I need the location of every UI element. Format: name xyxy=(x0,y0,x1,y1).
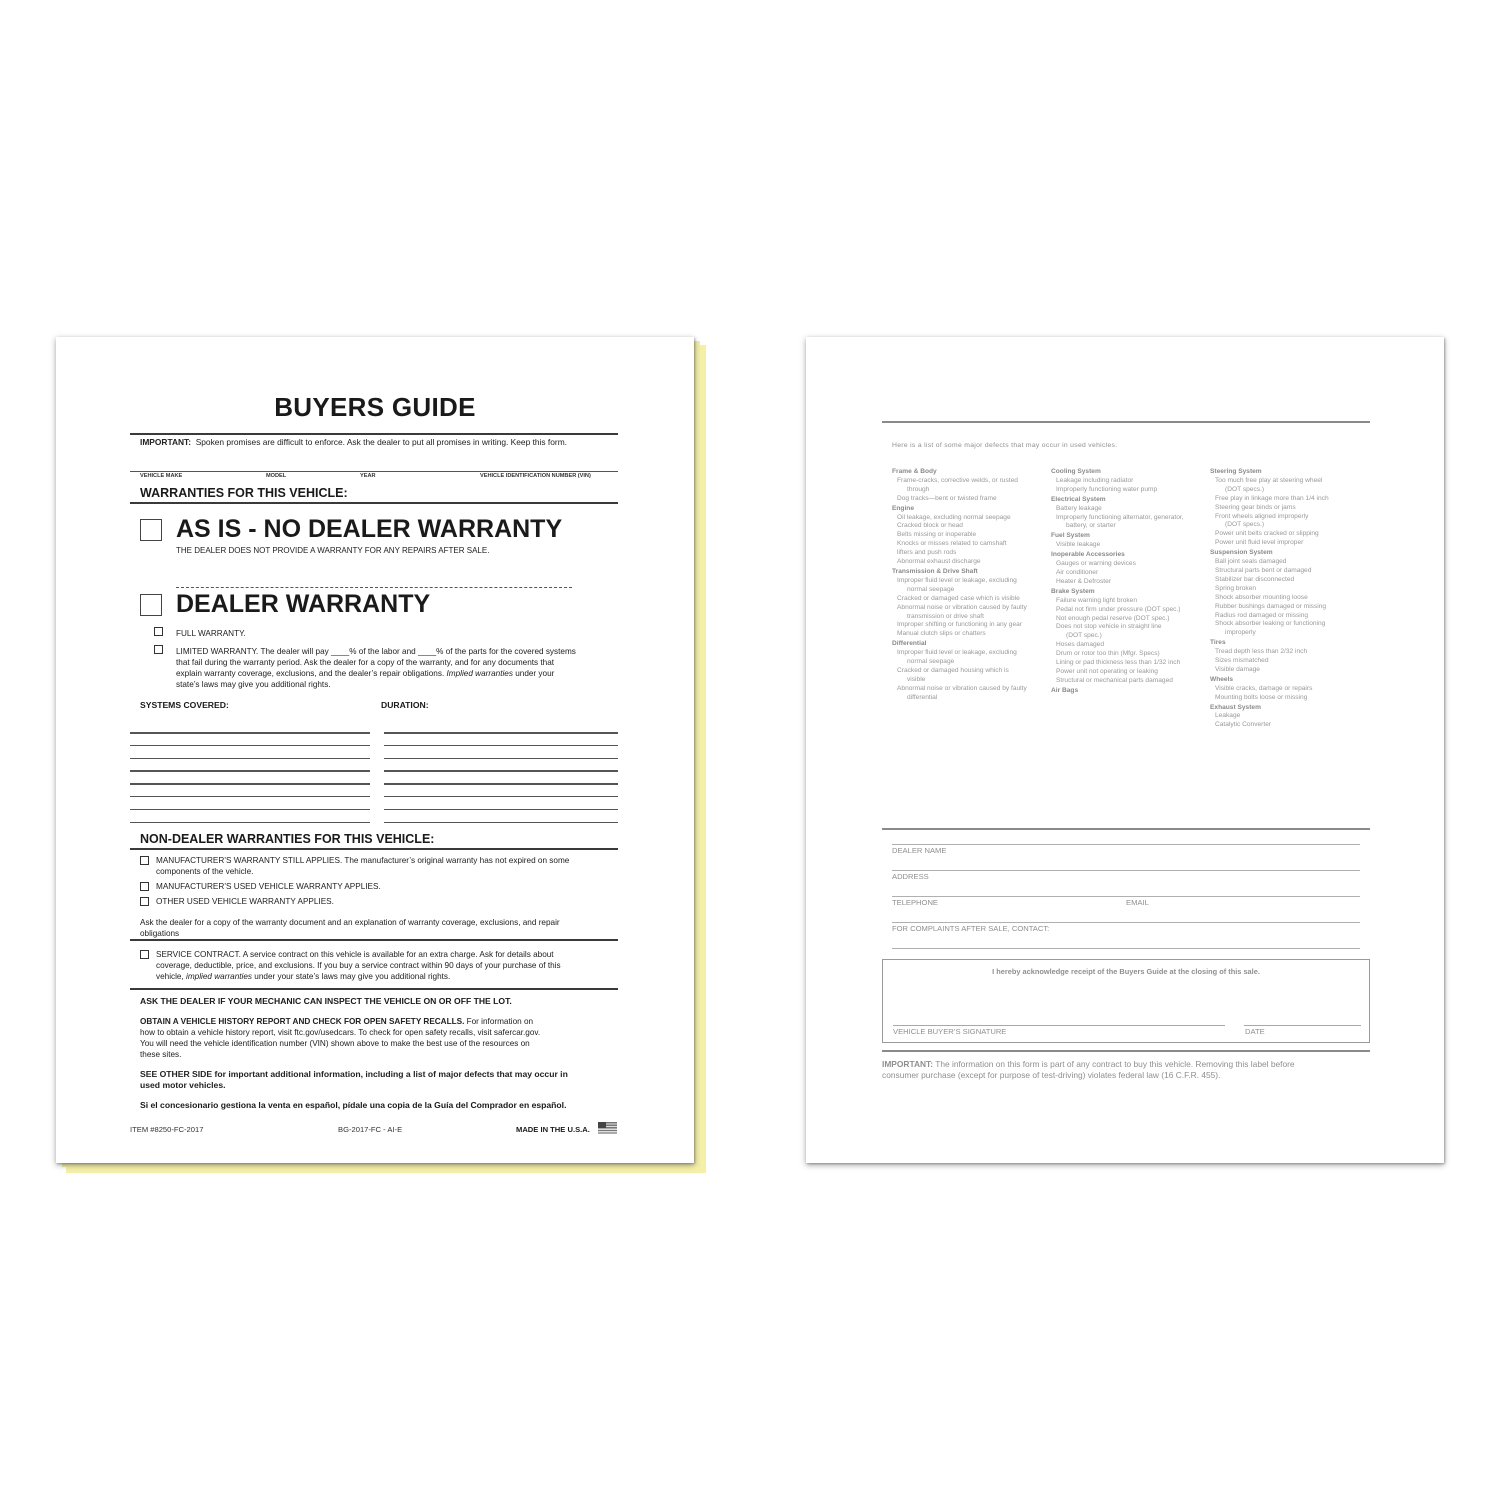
see-other-side-text: SEE OTHER SIDE for important additional information, including a list of major defects that may occur in used motor vehicles. xyxy=(140,1069,568,1090)
telephone-email-field[interactable] xyxy=(892,922,1360,923)
year-label: YEAR xyxy=(360,473,376,479)
defect-item: battery, or starter xyxy=(1066,522,1116,530)
acknowledgement-box xyxy=(882,959,1370,1043)
defect-item: Pedal not firm under pressure (DOT spec.) xyxy=(1056,605,1181,613)
defect-item: Cracked block or head xyxy=(897,522,963,530)
divider xyxy=(882,1050,1370,1052)
defect-item: Knocks or misses related to camshaft xyxy=(897,540,1007,548)
defect-item: Improper fluid level or leakage, excluding xyxy=(897,576,1017,584)
us-flag-icon xyxy=(598,1122,617,1134)
defect-item: Power unit fluid level improper xyxy=(1215,539,1304,547)
defect-item: visible xyxy=(907,675,926,683)
defect-item: Battery leakage xyxy=(1056,504,1102,512)
defects-column-3 xyxy=(1210,467,1370,730)
defect-item: Structural or mechanical parts damaged xyxy=(1056,676,1173,684)
acknowledgement-text: I hereby acknowledge receipt of the Buyers Guide at the closing of this sale. xyxy=(992,967,1260,976)
defect-item: Oil leakage, excluding normal seepage xyxy=(897,513,1011,521)
warranties-heading: WARRANTIES FOR THIS VEHICLE: xyxy=(140,486,348,500)
duration-label: DURATION: xyxy=(381,700,429,710)
defect-item: Visible cracks, damage or repairs xyxy=(1215,684,1313,692)
buyers-guide-front-page xyxy=(56,337,694,1163)
defect-item: Improperly functioning alternator, generator, xyxy=(1056,513,1184,521)
defect-item: Improper shifting or functioning in any gear xyxy=(897,621,1022,629)
other-used-warranty-text: OTHER USED VEHICLE WARRANTY APPLIES. xyxy=(156,897,334,906)
defect-item: (DOT specs.) xyxy=(1225,521,1265,529)
defect-item: Steering gear binds or jams xyxy=(1215,503,1296,511)
defect-item: normal seepage xyxy=(907,585,955,593)
dealer-name-label: DEALER NAME xyxy=(892,846,947,855)
defect-item: Mounting bolts loose or missing xyxy=(1215,693,1308,701)
defect-item: Abnormal noise or vibration caused by faulty xyxy=(897,684,1027,692)
defect-item: Hoses damaged xyxy=(1056,641,1105,649)
dealer-warranty-checkbox[interactable] xyxy=(140,594,162,616)
defect-item: Not enough pedal reserve (DOT spec.) xyxy=(1056,614,1170,622)
vehicle-make-label: VEHICLE MAKE xyxy=(140,473,183,479)
form-code: BG-2017-FC - AI-E xyxy=(338,1125,403,1134)
manufacturer-used-warranty-text: MANUFACTURER’S USED VEHICLE WARRANTY APPLIES. xyxy=(156,882,381,891)
mechanic-notice: ASK THE DEALER IF YOUR MECHANIC CAN INSPECT THE VEHICLE ON OR OFF THE LOT. xyxy=(140,996,512,1006)
manufacturer-warranty-checkbox[interactable] xyxy=(140,856,149,865)
important-footer: IMPORTANT: The information on this form is part of any contract to buy this vehicle. Removing this label before consumer purchase (except for purpose of test-driving) violates federal law (16 C.F.R. 455). xyxy=(882,1059,1295,1080)
limited-warranty-text xyxy=(176,646,616,690)
model-label: MODEL xyxy=(266,473,287,479)
divider xyxy=(882,828,1370,830)
address-field[interactable] xyxy=(892,896,1360,897)
service-contract-checkbox[interactable] xyxy=(140,950,149,959)
ask-copy-text: Ask the dealer for a copy of the warranty document and an explanation of warranty coverage, exclusions, and repair obligations xyxy=(140,918,560,938)
defect-category: Electrical System xyxy=(1051,495,1106,503)
as-is-heading: AS IS - NO DEALER WARRANTY xyxy=(176,515,563,543)
defect-item: Visible damage xyxy=(1215,665,1260,673)
defect-category: Transmission & Drive Shaft xyxy=(892,567,978,575)
divider xyxy=(130,502,618,504)
signature-field[interactable] xyxy=(893,1025,1225,1026)
defect-item: Does not stop vehicle in straight line xyxy=(1056,623,1162,631)
divider xyxy=(130,433,618,435)
divider xyxy=(882,421,1370,423)
defect-item: Drum or rotor too thin (Mfgr. Specs) xyxy=(1056,650,1160,658)
as-is-checkbox[interactable] xyxy=(140,519,162,541)
service-contract-text: SERVICE CONTRACT. A service contract on this vehicle is available for an extra charge. Ask for details about coverage, deductible, price, and exclusions. If you buy a service contract within 90 days of your purchase of this vehicle, implied warranties under your state’s laws may give you additional rights. xyxy=(156,950,561,981)
defect-item: Visible leakage xyxy=(1056,541,1101,549)
limited-warranty-line: state’s laws may give you additional rights. xyxy=(176,680,331,689)
page-title: BUYERS GUIDE xyxy=(274,392,476,422)
limited-warranty-checkbox[interactable] xyxy=(154,645,163,654)
as-is-subtext: THE DEALER DOES NOT PROVIDE A WARRANTY FOR ANY REPAIRS AFTER SALE. xyxy=(176,546,490,555)
defect-item: Shock absorber mounting loose xyxy=(1215,593,1308,601)
manufacturer-used-warranty-checkbox[interactable] xyxy=(140,882,149,891)
defect-category: Engine xyxy=(892,504,914,512)
divider xyxy=(130,939,618,941)
buyers-guide-back-page xyxy=(806,337,1444,1163)
divider xyxy=(130,848,618,850)
full-warranty-checkbox[interactable] xyxy=(154,627,163,636)
systems-covered-lines[interactable] xyxy=(130,732,370,834)
defect-item: Abnormal noise or vibration caused by faulty xyxy=(897,603,1027,611)
defect-category: Brake System xyxy=(1051,587,1095,595)
manufacturer-warranty-text: MANUFACTURER’S WARRANTY STILL APPLIES. The manufacturer’s original warranty has not expired on some components of the vehicle. xyxy=(156,856,570,876)
important-label: IMPORTANT: xyxy=(140,437,192,447)
defect-item: Manual clutch slips or chatters xyxy=(897,630,986,638)
limited-warranty-line: LIMITED WARRANTY. The dealer will pay ____% of the labor and ____% of the parts for the covered systems xyxy=(176,647,576,656)
vehicle-info-line[interactable] xyxy=(130,471,618,472)
duration-lines[interactable] xyxy=(384,732,618,834)
complaints-field[interactable] xyxy=(892,948,1360,949)
defect-item: Leakage including radiator xyxy=(1056,476,1134,484)
defect-item: (DOT specs.) xyxy=(1225,485,1265,493)
defect-category: Fuel System xyxy=(1051,532,1090,540)
divider xyxy=(130,988,618,990)
defect-category: Frame & Body xyxy=(892,468,937,475)
defect-category: Tires xyxy=(1210,639,1226,647)
defect-category: Exhaust System xyxy=(1210,703,1261,711)
defects-intro: Here is a list of some major defects that may occur in used vehicles. xyxy=(892,442,1118,449)
defect-item: Belts missing or inoperable xyxy=(897,531,977,539)
defects-column-2 xyxy=(1051,467,1211,696)
defect-item: Ball joint seals damaged xyxy=(1215,558,1287,566)
defect-category: Suspension System xyxy=(1210,549,1273,557)
limited-warranty-line: explain warranty coverage, exclusions, and the dealer’s repair obligations. Implied warranties under your xyxy=(176,669,555,678)
defect-category: Steering System xyxy=(1210,468,1262,475)
defect-item: normal seepage xyxy=(907,658,955,666)
defect-item: Tread depth less than 2/32 inch xyxy=(1215,648,1308,656)
full-warranty-label: FULL WARRANTY. xyxy=(176,629,246,638)
defect-item: Cracked or damaged case which is visible xyxy=(897,594,1020,602)
defect-item: Heater & Defroster xyxy=(1056,577,1111,585)
defect-item: Free play in linkage more than 1/4 inch xyxy=(1215,494,1329,502)
made-in-usa: MADE IN THE U.S.A. xyxy=(516,1125,590,1134)
defect-item: transmission or drive shaft xyxy=(907,612,984,620)
defect-category: Wheels xyxy=(1210,675,1234,683)
defect-item: Leakage xyxy=(1215,712,1241,720)
defect-item: Sizes mismatched xyxy=(1215,657,1269,665)
defect-category: Differential xyxy=(892,640,927,648)
defect-item: differential xyxy=(907,693,938,701)
defect-item: Gauges or warning devices xyxy=(1056,560,1136,568)
defect-item: improperly xyxy=(1225,629,1256,637)
defect-item: through xyxy=(907,485,930,493)
defect-item: Radius rod damaged or missing xyxy=(1215,611,1309,619)
telephone-label: TELEPHONE xyxy=(892,898,938,907)
defect-item: Structural parts bent or damaged xyxy=(1215,566,1312,574)
dashed-divider xyxy=(176,587,572,588)
defect-item: Catalytic Converter xyxy=(1215,721,1272,729)
item-number: ITEM #8250-FC-2017 xyxy=(130,1125,204,1134)
defect-item: Spring broken xyxy=(1215,584,1257,592)
signature-label: VEHICLE BUYER’S SIGNATURE xyxy=(893,1027,1007,1036)
defects-column-1 xyxy=(892,467,1052,703)
non-dealer-heading: NON-DEALER WARRANTIES FOR THIS VEHICLE: xyxy=(140,832,435,846)
defect-category: Air Bags xyxy=(1051,686,1079,694)
important-notice xyxy=(140,437,567,447)
dealer-warranty-heading: DEALER WARRANTY xyxy=(176,590,431,618)
important-text: Spoken promises are difficult to enforce. Ask the dealer to put all promises in writing. Keep this form. xyxy=(195,437,568,447)
email-label: EMAIL xyxy=(1126,898,1149,907)
defect-item: Frame-cracks, corrective welds, or rusted xyxy=(897,476,1018,484)
defect-item: Front wheels aligned improperly xyxy=(1215,512,1309,520)
history-report-text: OBTAIN A VEHICLE HISTORY REPORT AND CHECK FOR OPEN SAFETY RECALLS. For information on how to obtain a vehicle history report, visit ftc.gov/usedcars. To check for open safety recalls, visit safercar.gov. You will need the vehicle identification number (VIN) shown above to make the best use of the resources on these sites. xyxy=(140,1017,541,1059)
field-line xyxy=(892,844,1360,845)
defect-item: Air conditioner xyxy=(1056,568,1099,576)
defect-item: Stabilizer bar disconnected xyxy=(1215,575,1295,583)
address-label: ADDRESS xyxy=(892,872,929,881)
defect-item: Rubber bushings damaged or missing xyxy=(1215,602,1327,610)
defect-item: Too much free play at steering wheel xyxy=(1215,476,1323,484)
defect-category: Cooling System xyxy=(1051,468,1101,475)
defect-item: Power unit belts cracked or slipping xyxy=(1215,530,1319,538)
defect-item: (DOT spec.) xyxy=(1066,632,1102,640)
complaints-label: FOR COMPLAINTS AFTER SALE, CONTACT: xyxy=(892,924,1050,933)
defect-item: lifters and push rods xyxy=(897,549,957,557)
date-field[interactable] xyxy=(1244,1025,1361,1026)
defect-item: Dog tracks—bent or twisted frame xyxy=(897,494,997,502)
defect-item: Power unit not operating or leaking xyxy=(1056,667,1158,675)
defect-item: Cracked or damaged housing which is xyxy=(897,666,1009,674)
defect-item: Improperly functioning water pump xyxy=(1056,485,1158,493)
defect-item: Lining or pad thickness less than 1/32 inch xyxy=(1056,659,1181,667)
date-label: DATE xyxy=(1245,1027,1265,1036)
spanish-notice: Si el concesionario gestiona la venta en español, pídale una copia de la Guía del Comprador en español. xyxy=(140,1100,567,1110)
defect-item: Abnormal exhaust discharge xyxy=(897,558,981,566)
limited-warranty-line: that fail during the warranty period. Ask the dealer for a copy of the warranty, and for any documents that xyxy=(176,658,555,667)
defect-item: Improper fluid level or leakage, excluding xyxy=(897,649,1017,657)
defect-item: Failure warning light broken xyxy=(1056,596,1137,604)
systems-covered-label: SYSTEMS COVERED: xyxy=(140,700,229,710)
vin-label: VEHICLE IDENTIFICATION NUMBER (VIN) xyxy=(480,473,591,479)
other-used-warranty-checkbox[interactable] xyxy=(140,897,149,906)
defect-category: Inoperable Accessories xyxy=(1051,551,1125,559)
dealer-name-field[interactable] xyxy=(892,870,1360,871)
defect-item: Shock absorber leaking or functioning xyxy=(1215,620,1326,628)
